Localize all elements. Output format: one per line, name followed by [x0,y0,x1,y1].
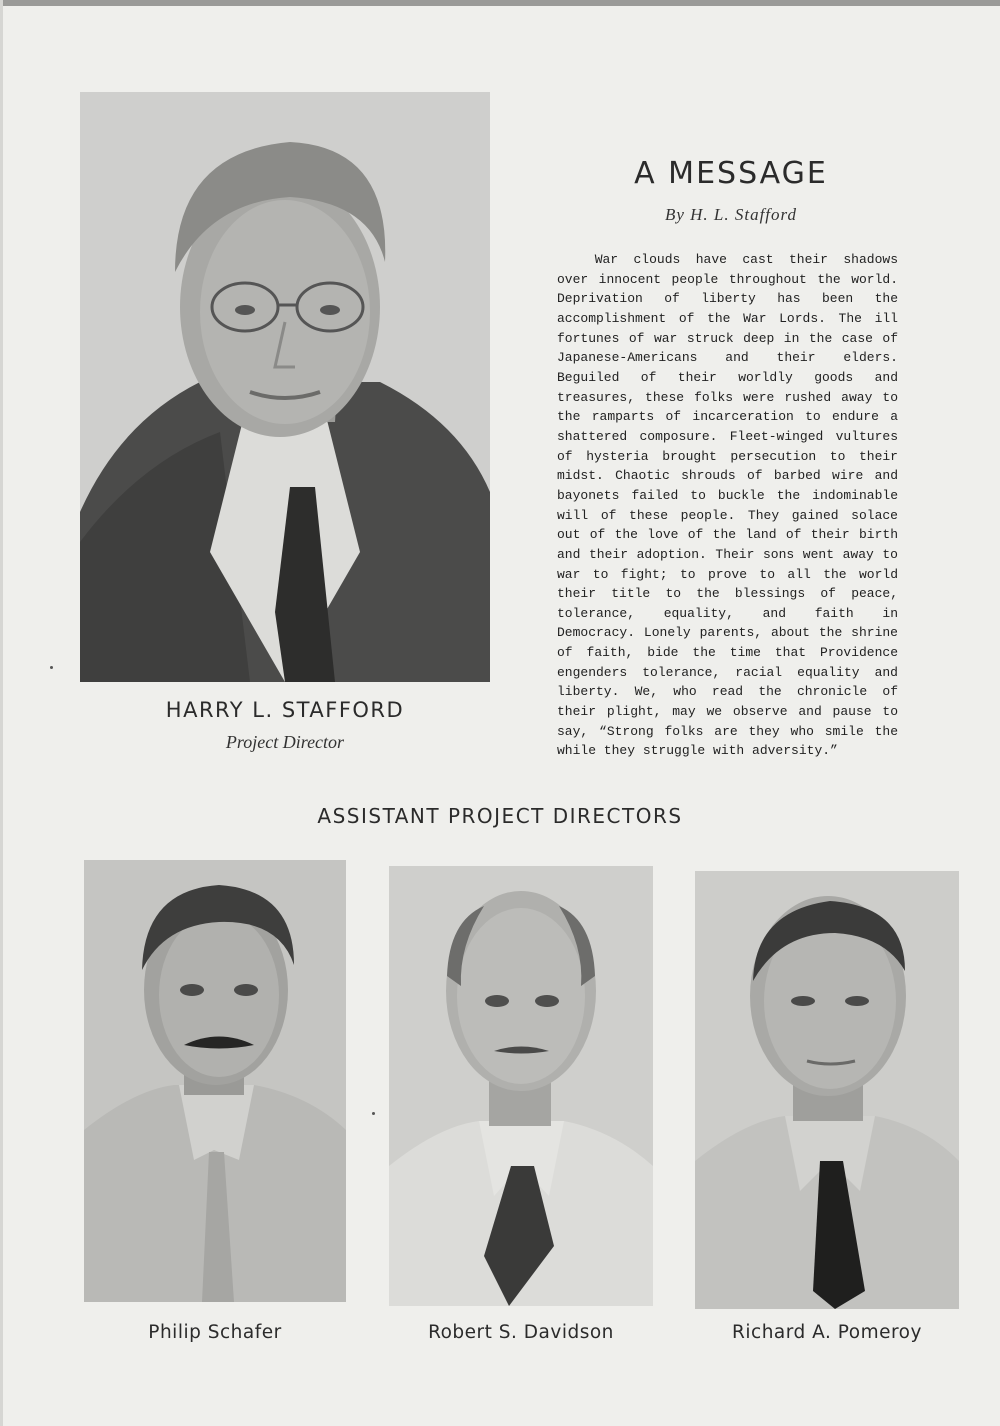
assistant-portrait-photo [84,860,346,1302]
message-heading: A MESSAGE [634,156,828,191]
assistant-name: Robert S. Davidson [428,1322,614,1343]
assistant-portrait-photo [695,871,959,1309]
assistants-heading: ASSISTANT PROJECT DIRECTORS [317,804,683,828]
director-portrait-photo [80,92,490,682]
director-title: Project Director [225,732,345,752]
director-name: HARRY L. STAFFORD [165,698,405,722]
page-top-edge [0,0,1000,6]
print-speck [50,666,53,669]
message-body: War clouds have cast their shadows over innocent people throughout the world. Deprivation of liberty has been the accomplishment of the War Lords. The ill fortunes of war struck deep in the case of Japanese-Americans and their elders. Beguiled of their worldly goods and treasures, these folks were rushed away to the ramparts of incarceration to endure a shattered composure. Fleet-winged vultures of hysteria brought persecution to their midst. Chaotic shrouds of barbed wire and bayonets failed to buckle the indominable will of these people. They gained solace out of the love of the land of their birth and their adoption. Their sons went away to war to fight; to prove to all the world their title to the blessings of peace, tolerance, equality, and faith in Democracy. Lonely parents, about the shrine of faith, bide the time that Providence engenders tolerance, racial equality and liberty. We, who read the chronicle of their plight, may we observe and pause to say, “Strong folks are they who smile the while they struggle with adversity.” [557,252,898,759]
print-speck [372,1112,375,1115]
assistant-portrait-photo [389,866,653,1306]
assistant-name: Richard A. Pomeroy [732,1322,922,1343]
page-left-edge [0,0,3,1426]
message-byline: By H. L. Stafford [664,205,798,224]
assistant-name: Philip Schafer [148,1322,282,1343]
